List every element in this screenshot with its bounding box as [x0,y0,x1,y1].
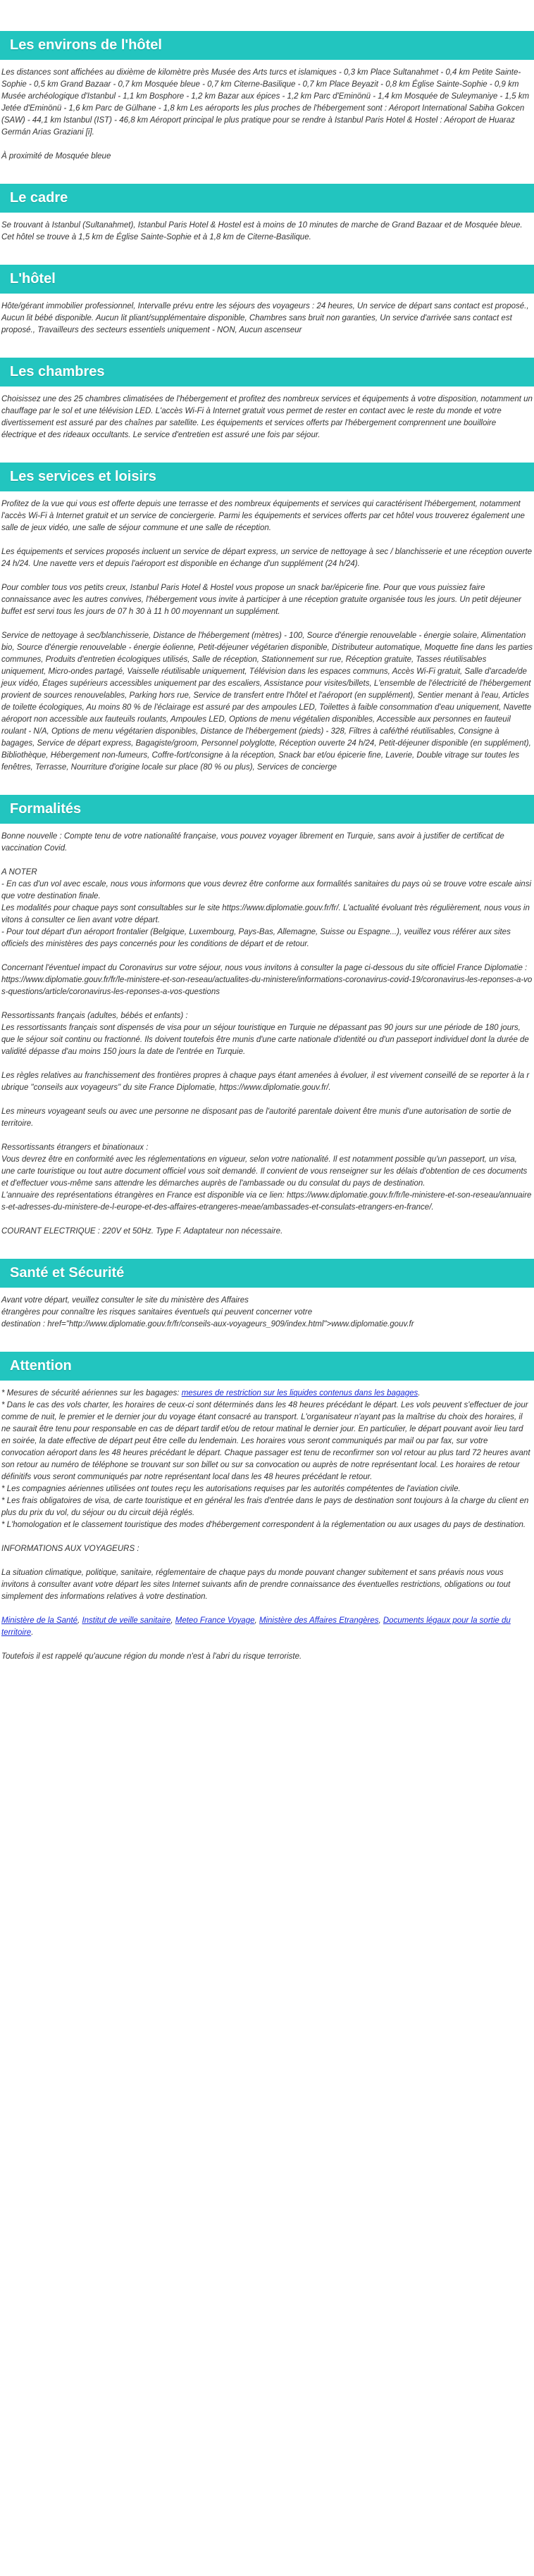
section-title-environs: Les environs de l'hôtel [0,31,534,60]
section-attention [0,1352,534,1663]
formalites-etrangers-body: Vous devrez être en conformité avec les réglementations en vigueur, selon votre nationalité. Il est notamment possible qu'un passeport, un visa, une carte touristique ou tout autre document officiel vous soit demandé. Il convient de vous renseigner sur les délais d'obtention de ces documents et d'effectuer vous-même sans attendre les démarches auprès de l'ambassade ou du consulat du pays de destination. [1,1155,528,1188]
formalites-note-line: Les modalités pour chaque pays sont consultables sur le site https://www.diplomatie.gouv.fr/fr/. L'actualité évoluant très régulièrement, nous vous invitons à consulter ce lien avant votre départ. [1,904,530,924]
attention-compagnies: * Les compagnies aériennes utilisées ont toutes reçu les autorisations requises par les autorités compétentes de l'aviation civile. [1,1485,461,1493]
environs-proximity: À proximité de Mosquée bleue [1,152,111,161]
section-cadre [0,184,534,244]
meteo-france-link[interactable]: Meteo France Voyage [175,1616,255,1625]
section-body-hotel [0,301,534,337]
section-title-chambres: Les chambres [0,358,534,387]
attention-bagages-end: . [418,1389,421,1397]
formalites-frontieres: Les règles relatives au franchissement des frontières propres à chaque pays étant amenées à évoluer, il est vivement conseillé de se reporter à la rubrique "conseils aux voyageurs" du site France Diplomatie, https://www.diplomatie.gouv.fr/. [1,1072,530,1092]
documents-legaux-link[interactable]: Documents légaux pour la sortie du territoire [1,1616,511,1637]
services-list: Service de nettoyage à sec/blanchisserie, Distance de l'hébergement (mètres) - 100, Source d'énergie renouvelable - énergie solaire, Alimentation bio, Source d'énergie renouvelable - énergie éolienne, Petit-déjeuner végétarien disponible, Distributeur automatique, Moquette fine dans les parties communes, Produits d'entretien écologiques utilisés, Salle de réception, Stationnement sur rue, Réception gratuite, Tasses réutilisables uniquement, Micro-ondes partagé, Vaisselle réutilisable uniquement, Télévision dans les espaces communs, Accès Wi-Fi gratuit, Salle d'arcade/de jeux vidéo, Étages supérieurs accessibles uniquement par des escaliers, Assistance pour visites/billets, L'ensemble de l'électricité de l'hébergement provient de sources renouvelables, Parking hors rue, Service de transfert entre l'hôtel et l'aéroport (en supplément), Sentier menant à l'eau, Articles de toilette écologiques, Au moins 80 % de l'éclairage est assuré par des ampoules LED, Toilettes à faible consommation d'eau uniquement, Navette aéroport non accessible aux fauteuils roulants, Ampoules LED, Options de menu végétalien disponibles, Accessible aux personnes en fauteuil roulant - N/A, Options de menu végétarien disponibles, Distance de l'hébergement (pieds) - 328, Filtres à café/thé réutilisables, Consigne à bagages, Service de départ express, Bagagiste/groom, Personnel polyglotte, Réception ouverte 24 h/24, Petit-déjeuner disponible (en supplément), Bibliothèque, Hébergement non-fumeurs, Coffre-fort/consigne à la réception, Snack bar et/ou épicerie fine, Laverie, Double vitrage sur toutes les fenêtres, Terrasse, Nourriture d'origine locale sur place (80 % ou plus), Services de concierge [1,632,533,772]
attention-frais: * Les frais obligatoires de visa, de carte touristique et en général les frais d'entrée dans le pays de destination sont toujours à la charge du client en plus du prix du vol, du séjour ou du circuit déjà réglés. [1,1497,529,1517]
section-formalites [0,795,534,1238]
formalites-etrangers-annuaire: L'annuaire des représentations étrangères en France est disponible via ce lien: https://www.diplomatie.gouv.fr/fr/le-ministere-et-son-reseau/annuaires-et-adresses-du-ministere-de-l-europe-et-des-affaires-etrangeres-meae/ambassades-et-consulats-etrangers-en-france/. [1,1191,532,1212]
formalites-ressortissants-francais [1,1010,533,1058]
formalites-etrangers-heading: Ressortissants étrangers et binationaux : [1,1143,149,1152]
section-body-sante [0,1295,534,1331]
veille-sanitaire-link[interactable]: Institut de veille sanitaire [82,1616,171,1625]
link-separator: , [254,1616,259,1625]
attention-bullets [1,1388,533,1531]
chambres-text: Choisissez une des 25 chambres climatisées de l'hébergement et profitez des nombreux services et équipements à votre disposition, notamment un chauffage par le sol et une télévision LED. L'accès Wi-Fi à Internet gratuit vous permet de rester en contact avec le reste du monde et votre divertissement est assuré par des chaînes par satellite. Les équipements et services offerts par l'hébergement comprennent une bouilloire électrique et des rideaux occultants. Le service d'entretien est assuré une fois par séjour. [1,395,533,439]
section-body-services [0,498,534,774]
sante-line: Avant votre départ, veuillez consulter le site du ministère des Affaires [1,1296,249,1305]
formalites-coronavirus: Concernant l'éventuel impact du Coronavirus sur votre séjour, nous vous invitons à consulter la page ci-dessous du site officiel France Diplomatie : https://www.diplomatie.gouv.fr/fr/le-ministere-et-son-reseau/actualites-du-ministere/informations-coronavirus-covid-19/coronavirus-les-reponses-a-vos-questions/article/coronavirus-les-reponses-a-vos-questions [1,964,533,996]
formalites-note-line: - Pour tout départ d'un aéroport frontalier (Belgique, Luxembourg, Pays-Bas, Allemagne, Suisse ou Espagne...), veuillez vous référer aux sites officiels des ministères des pays concernés pour les conditions de départ et de retour. [1,928,511,948]
services-intro: Profitez de la vue qui vous est offerte depuis une terrasse et des nombreux équipements et services qui caractérisent l'hébergement, notamment l'accès Wi-Fi à Internet gratuit et un service de conciergerie. Parmi les équipements et services offerts par cet hôtel vous trouverez également une salle de jeux vidéo, une salle de séjour commune et une salle de réception. [1,500,525,532]
affaires-etrangeres-link[interactable]: Ministère des Affaires Etrangères [259,1616,379,1625]
attention-charter: * Dans le cas des vols charter, les horaires de ceux-ci sont déterminés dans les 48 heures précédant le départ. Les vols peuvent s'effectuer de jour comme de nuit, le premier et le dernier jour du voyage étant consacré au transport. L'organisateur n'ayant pas la maîtrise du choix des horaires, il ne saurait être tenu pour responsable en cas de départ tardif et/ou de retour matinal le dernier jour. En particulier, le départ pouvant avoir lieu tard en soirée, la date effective de départ peut être celle du lendemain. Les horaires vous seront communiqués par mail ou par fax, sur votre convocation aéroport dans les 48 heures précédant le départ. Chaque passager est tenu de reconfirmer son vol retour au plus tard 72 heures avant son retour au numéro de téléphone se trouvant sur son billet ou sur sa convocation ou auprès de notre représentant local. Les horaires de retour définitifs vous seront communiqués par notre représentant local dans les 48 heures précédant le retour. [1,1401,530,1481]
attention-info-body: La situation climatique, politique, sanitaire, réglementaire de chaque pays du monde pouvant changer subitement et sans préavis nous vous invitons à consulter avant votre départ les sites Internet suivants afin de prendre connaissance des éventuelles restrictions, obligations ou tout simplement des informations relatives à votre destination. [1,1569,511,1601]
link-separator: , [77,1616,82,1625]
section-body-cadre [0,220,534,244]
hotel-text: Hôte/gérant immobilier professionnel, Intervalle prévu entre les séjours des voyageurs : 24 heures, Un service de départ sans contact est proposé., Aucun lit bébé disponible. Aucun lit pliant/supplémentaire disponible, Chambres sans bruit non garanties, Un service d'arrivée sans contact est proposé., Travailleurs des secteurs essentiels uniquement - NON, Aucun ascenseur [1,302,529,334]
formalites-mineurs: Les mineurs voyageant seuls ou avec une personne ne disposant pas de l'autorité parentale doivent être munis d'une autorisation de sortie de territoire. [1,1107,511,1128]
section-body-attention [0,1388,534,1663]
section-chambres [0,358,534,441]
attention-links [1,1615,533,1639]
services-restauration: Pour combler tous vos petits creux, Istanbul Paris Hotel & Hostel vous propose un snack bar/épicerie fine. Pour que vous puissiez faire connaissance avec les autres convives, l'hébergement vous invite à participer à une réception gratuite organisée tous les jours. Un petit déjeuner buffet est servi tous les jours de 07 h 30 à 11 h 00 moyennant un supplément. [1,584,521,616]
section-title-hotel: L'hôtel [0,265,534,294]
section-body-formalites [0,831,534,1238]
section-body-environs [0,67,534,163]
environs-distances: Les distances sont affichées au dixième de kilomètre près Musée des Arts turcs et islamiques - 0,3 km Place Sultanahmet - 0,4 km Petite Sainte-Sophie - 0,5 km Grand Bazaar - 0,7 km Mosquée bleue - 0,7 km Citerne-Basilique - 0,7 km Place Beyazit - 0,8 km Église Sainte-Sophie - 0,9 km Musée archéologique d'Istanbul - 1,1 km Bosphore - 1,2 km Bazar aux épices - 1,2 km Parc d'Eminönü - 1,4 km Mosquée de Suleymaniye - 1,5 km Jetée d'Eminönü - 1,6 km Parc de Gülhane - 1,8 km Les aéroports les plus proches de l'hébergement sont : Aéroport International Sabiha Gokcen (SAW) - 44,1 km Istanbul (IST) - 46,8 km Aéroport principal le plus pratique pour se rendre à Istanbul Paris Hotel & Hostel : Aéroport de Huaraz Germán Arias Graziani [i]. [1,68,530,137]
formalites-francais-body: Les ressortissants français sont dispensés de visa pour un séjour touristique en Turquie ne dépassant pas 90 jours sur une période de 180 jours, que le séjour soit continu ou fractionné. Ils doivent toutefois être munis d'une carte nationale d'identité ou d'un passeport individuel dont la durée de validité dépasse d'au moins 150 jours la date de l'entrée en Turquie. [1,1024,529,1056]
formalites-note-heading: A NOTER [1,868,37,877]
sante-ministere-link[interactable]: Ministère de la Santé [1,1616,78,1625]
cadre-text: Se trouvant à Istanbul (Sultanahmet), Istanbul Paris Hotel & Hostel est à moins de 10 minutes de marche de Grand Bazaar et de Mosquée bleue. Cet hôtel se trouve à 1,5 km de Église Sainte-Sophie et à 1,8 km de Citerne-Basilique. [1,221,523,241]
sante-text [1,1295,533,1331]
liquides-link[interactable]: mesures de restriction sur les liquides contenus dans les bagages [181,1389,418,1397]
sante-line: destination : href="http://www.diplomatie.gouv.fr/fr/conseils-aux-voyageurs_909/index.html">www.diplomatie.gouv.fr [1,1320,414,1328]
section-title-formalites: Formalités [0,795,534,824]
section-environs [0,31,534,163]
sante-line: étrangères pour connaître les risques sanitaires éventuels qui peuvent concerner votre [1,1308,313,1317]
link-separator: , [170,1616,175,1625]
formalites-francais-heading: Ressortissants français (adultes, bébés et enfants) : [1,1012,188,1020]
formalites-etrangers [1,1142,533,1214]
services-equipements: Les équipements et services proposés incluent un service de départ express, un service de nettoyage à sec / blanchisserie et une réception ouverte 24 h/24. Une navette vers et depuis l'aéroport est disponible en échange d'un supplément (24 h/24). [1,548,533,568]
attention-info-heading: INFORMATIONS AUX VOYAGEURS : [1,1545,139,1553]
link-end: . [31,1628,34,1637]
section-body-chambres [0,394,534,441]
section-title-attention: Attention [0,1352,534,1381]
section-title-sante: Santé et Sécurité [0,1259,534,1288]
attention-bagages [1,1389,421,1397]
attention-bagages-text: * Mesures de sécurité aériennes sur les bagages: [1,1389,182,1397]
section-services [0,463,534,774]
attention-terrorisme: Toutefois il est rappelé qu'aucune région du monde n'est à l'abri du risque terroriste. [1,1652,302,1661]
formalites-note [1,867,533,950]
formalites-courant: COURANT ELECTRIQUE : 220V et 50Hz. Type F. Adaptateur non nécessaire. [1,1227,283,1236]
formalites-covid: Bonne nouvelle : Compte tenu de votre nationalité française, vous pouvez voyager librement en Turquie, sans avoir à justifier de certificat de vaccination Covid. [1,832,504,853]
link-separator: , [378,1616,383,1625]
section-title-services: Les services et loisirs [0,463,534,491]
attention-homologation: * L'homologation et le classement touristique des modes d'hébergement correspondent à la réglementation ou aux usages du pays de destination. [1,1521,526,1529]
formalites-note-line: - En cas d'un vol avec escale, nous vous informons que vous devrez être conforme aux formalités sanitaires du pays où se trouve votre escale ainsi que votre destination finale. [1,880,531,900]
section-hotel [0,265,534,337]
section-sante [0,1259,534,1331]
section-title-cadre: Le cadre [0,184,534,213]
